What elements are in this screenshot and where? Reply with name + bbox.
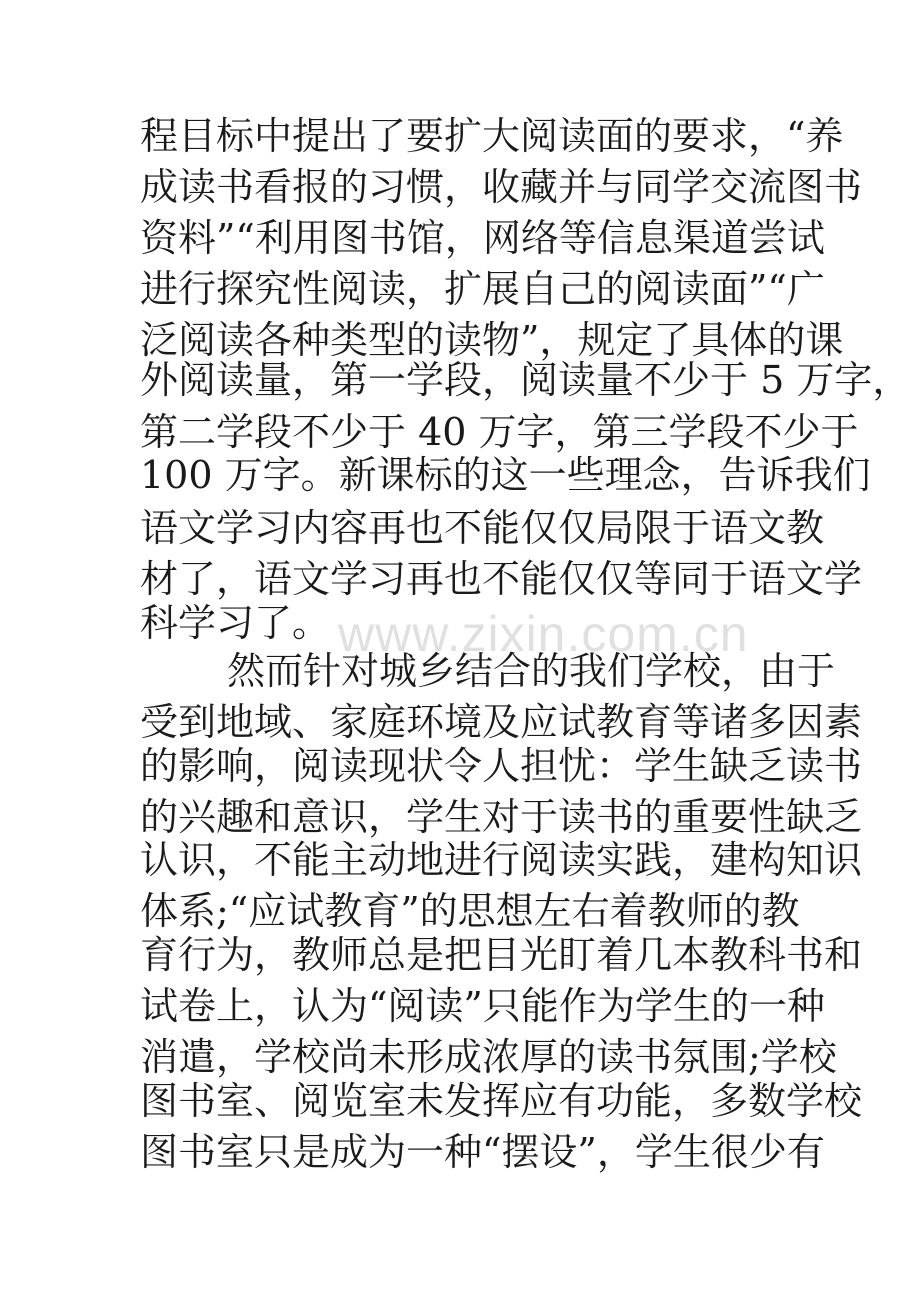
paragraph-2-line-1: 然而针对城乡结合的我们学校，由于 (227, 649, 836, 693)
text-line-18: 试卷上，认为“阅读”只能作为学生的一种 (140, 984, 825, 1028)
text-line-11: 科学习了。 (140, 601, 331, 645)
text-line-21: 图书室只是成为一种“摆设”，学生很少有 (140, 1130, 825, 1174)
text-line-6: 外阅读量，第一学段，阅读量不少于 5 万字， (140, 358, 911, 402)
text-line-12: 受到地域、家庭环境及应试教育等诸多因素 (140, 700, 863, 744)
text-line-3: 资料”“利用图书馆，网络等信息渠道尝试 (140, 216, 825, 260)
text-line-20: 图书室、阅览室未发挥应有功能，多数学校 (140, 1079, 863, 1123)
text-line-8: 100 万字。新课标的这一些理念，告诉我们 (140, 453, 871, 497)
text-line-7: 第二学段不少于 40 万字，第三学段不少于 (140, 410, 859, 454)
text-line-16: 体系;“应试教育”的思想左右着教师的教 (140, 889, 800, 933)
text-line-15: 认识，不能主动地进行阅读实践，建构知识 (140, 838, 863, 882)
text-line-1: 程目标中提出了要扩大阅读面的要求，“养 (140, 114, 844, 158)
text-line-5: 泛阅读各种类型的读物”，规定了具体的课 (140, 318, 844, 362)
text-line-4: 进行探究性阅读，扩展自己的阅读面”“广 (140, 267, 825, 311)
text-line-10: 材了，语文学习再也不能仅仅等同于语文学 (140, 557, 863, 601)
text-line-14: 的兴趣和意识，学生对于读书的重要性缺乏 (140, 795, 863, 839)
text-line-2: 成读书看报的习惯，收藏并与同学交流图书 (140, 165, 863, 209)
text-line-19: 消遣，学校尚未形成浓厚的读书氛围;学校 (140, 1035, 837, 1079)
text-line-13: 的影响，阅读现状令人担忧：学生缺乏读书 (140, 744, 863, 788)
text-line-17: 育行为，教师总是把目光盯着几本教科书和 (140, 933, 863, 977)
watermark-text: www.zixin.com.cn (338, 606, 749, 662)
text-line-9: 语文学习内容再也不能仅仅局限于语文教 (140, 506, 825, 550)
